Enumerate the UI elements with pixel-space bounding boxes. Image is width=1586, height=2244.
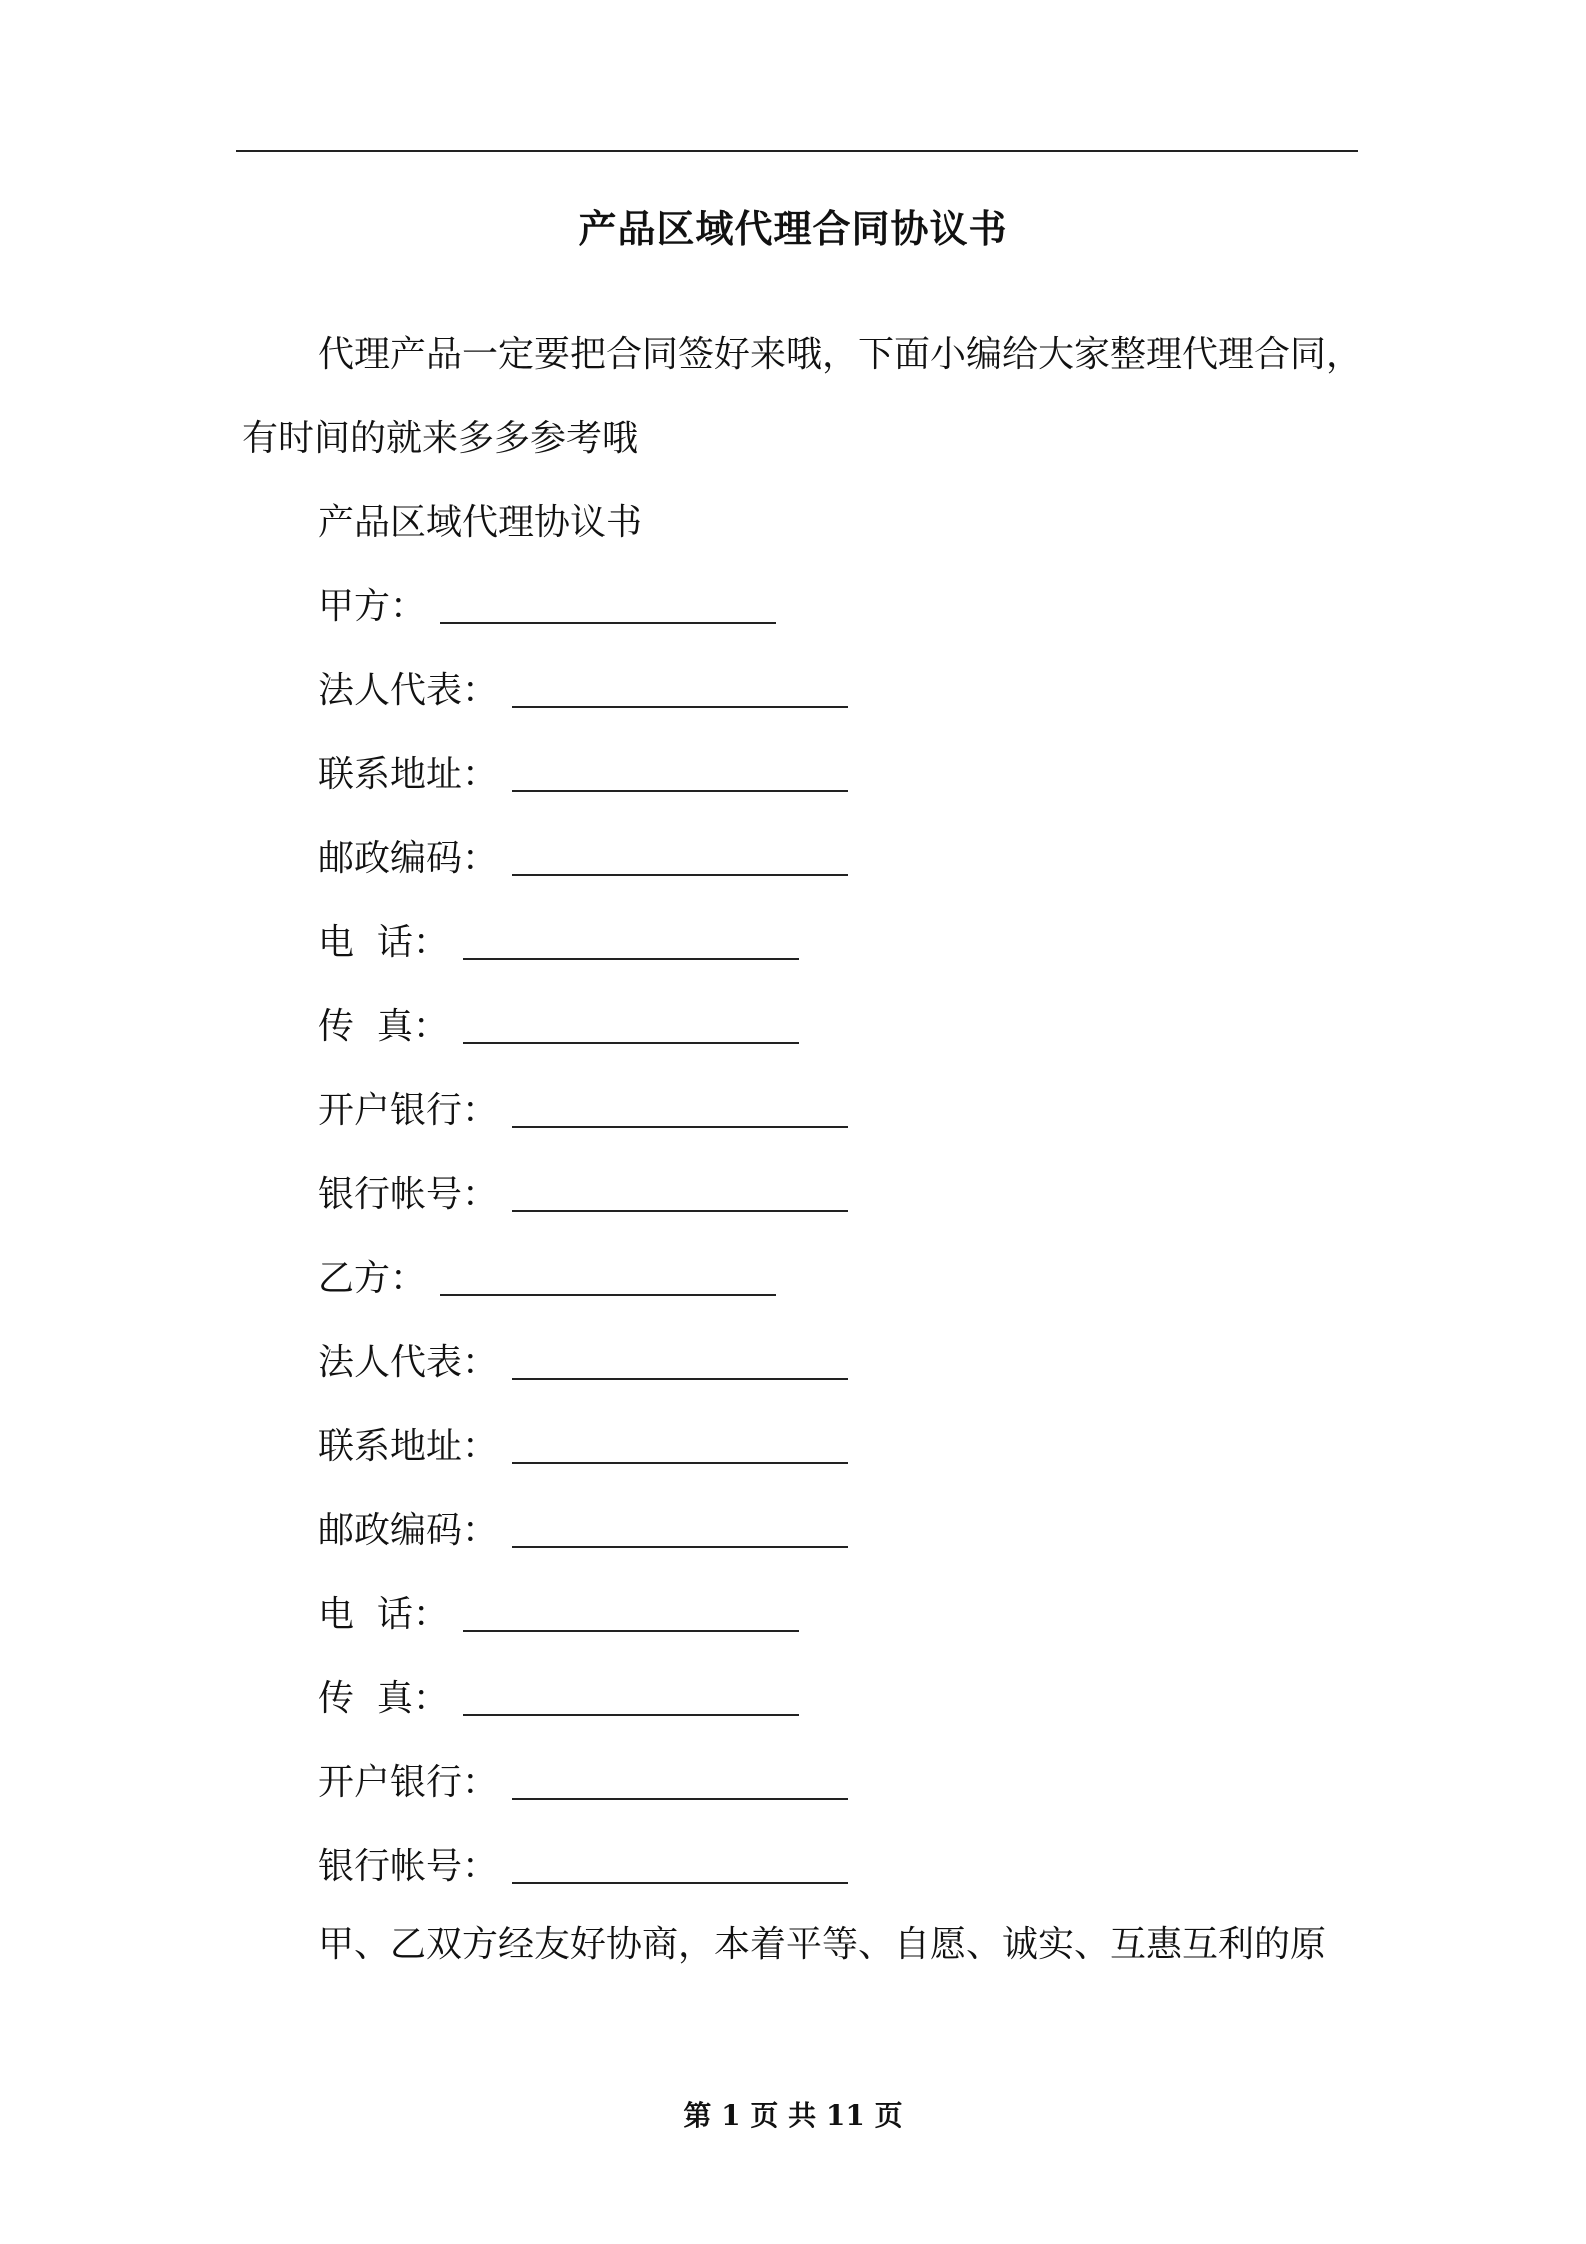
terms-paragraph-line: 甲、乙双方经友好协商，本着平等、自愿、诚实、互惠互利的原 bbox=[318, 1924, 1327, 1965]
field-b-fax bbox=[318, 1674, 799, 1724]
blank-line bbox=[440, 1294, 776, 1296]
field-a-fax bbox=[318, 1002, 799, 1052]
document-title: 产品区域代理合同协议书 bbox=[578, 207, 1008, 251]
field-label: 法人代表： bbox=[318, 1342, 499, 1383]
field-a-address bbox=[318, 750, 848, 800]
agreement-subtitle: 产品区域代理协议书 bbox=[318, 502, 643, 543]
field-label: 银行帐号： bbox=[318, 1174, 499, 1215]
field-party-a bbox=[318, 582, 776, 632]
blank-line bbox=[512, 874, 848, 876]
field-label: 法人代表： bbox=[318, 670, 499, 711]
blank-line bbox=[463, 1042, 799, 1044]
blank-line bbox=[512, 706, 848, 708]
field-label: 邮政编码： bbox=[318, 838, 499, 879]
field-a-phone bbox=[318, 918, 799, 968]
blank-line bbox=[463, 1630, 799, 1632]
field-label: 联系地址： bbox=[318, 754, 499, 795]
blank-line bbox=[463, 958, 799, 960]
blank-line bbox=[512, 1462, 848, 1464]
field-a-postcode bbox=[318, 834, 848, 884]
blank-line bbox=[512, 1546, 848, 1548]
blank-line bbox=[512, 790, 848, 792]
field-label: 银行帐号： bbox=[318, 1846, 499, 1887]
page-number-footer: 第 1 页 共 11 页 bbox=[683, 2099, 903, 2132]
field-label: 开户银行： bbox=[318, 1762, 499, 1803]
field-label: 开户银行： bbox=[318, 1090, 499, 1131]
field-label: 联系地址： bbox=[318, 1426, 499, 1467]
field-label: 邮政编码： bbox=[318, 1510, 499, 1551]
field-label: 乙方： bbox=[318, 1258, 427, 1299]
field-b-account bbox=[318, 1842, 848, 1892]
field-label: 传 真： bbox=[318, 1006, 449, 1047]
field-b-address bbox=[318, 1422, 848, 1472]
field-a-account bbox=[318, 1170, 848, 1220]
blank-line bbox=[463, 1714, 799, 1716]
field-a-legal-rep bbox=[318, 666, 848, 716]
header-rule bbox=[236, 150, 1358, 152]
field-label: 甲方： bbox=[318, 586, 427, 627]
field-label: 电 话： bbox=[318, 922, 449, 963]
blank-line bbox=[512, 1378, 848, 1380]
field-label: 电 话： bbox=[318, 1594, 449, 1635]
blank-line bbox=[512, 1126, 848, 1128]
blank-line bbox=[512, 1210, 848, 1212]
blank-line bbox=[512, 1798, 848, 1800]
field-b-bank bbox=[318, 1758, 848, 1808]
field-a-bank bbox=[318, 1086, 848, 1136]
blank-line bbox=[512, 1882, 848, 1884]
blank-line bbox=[440, 622, 776, 624]
intro-paragraph-line-1: 代理产品一定要把合同签好来哦，下面小编给大家整理代理合同， bbox=[318, 334, 1363, 375]
field-b-legal-rep bbox=[318, 1338, 848, 1388]
intro-paragraph-line-2: 有时间的就来多多参考哦 bbox=[242, 418, 639, 459]
field-party-b bbox=[318, 1254, 776, 1304]
field-b-postcode bbox=[318, 1506, 848, 1556]
field-b-phone bbox=[318, 1590, 799, 1640]
field-label: 传 真： bbox=[318, 1678, 449, 1719]
